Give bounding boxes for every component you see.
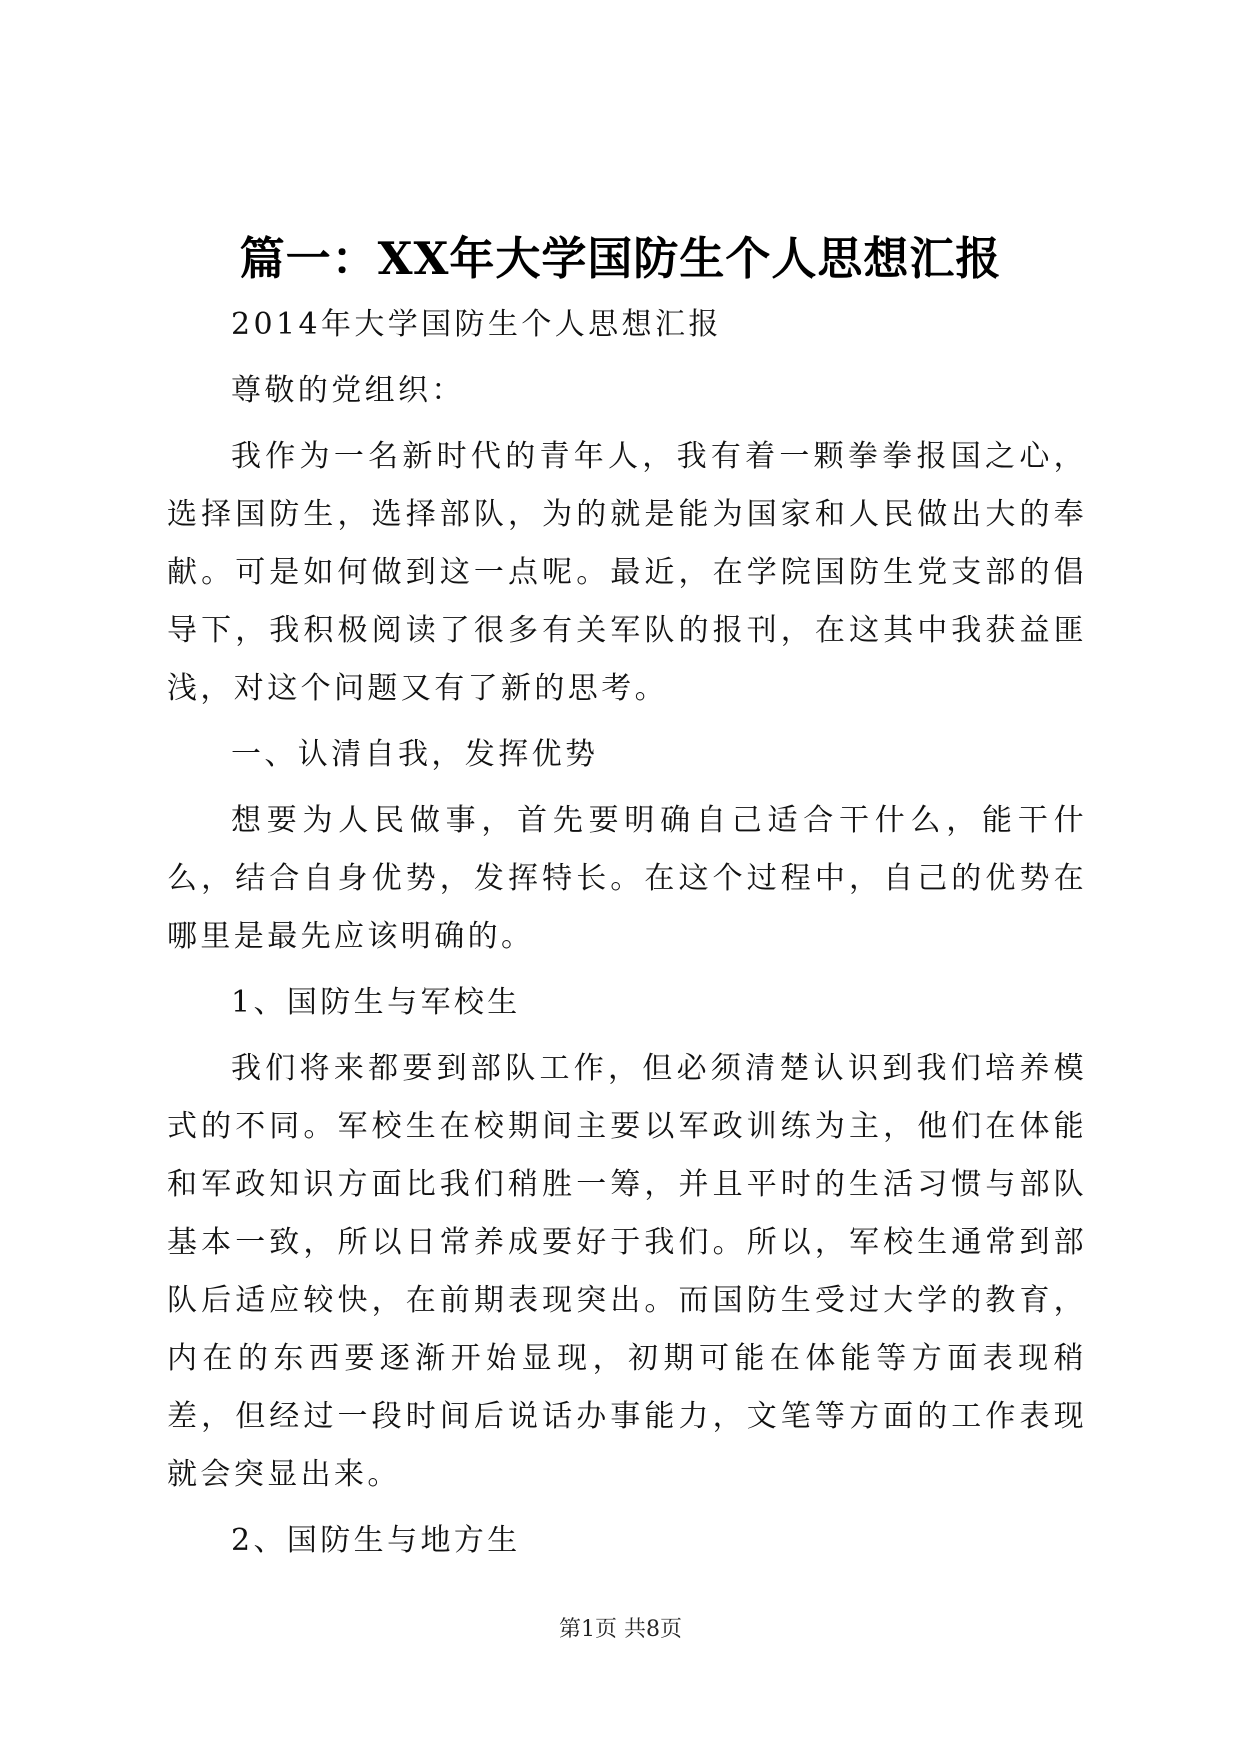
- paragraph-subsection-1: 我们将来都要到部队工作，但必须清楚认识到我们培养模式的不同。军校生在校期间主要以军政训练为主，他们在体能和军政知识方面比我们稍胜一筹，并且平时的生活习惯与部队基本一致，所以日常养成要好于我们。所以，军校生通常到部队后适应较快，在前期表现突出。而国防生受过大学的教育，内在的东西要逐渐开始显现，初期可能在体能等方面表现稍差，但经过一段时间后说话办事能力，文笔等方面的工作表现就会突显出来。: [167, 1051, 1087, 1492]
- paragraph-subtitle: 2014年大学国防生个人思想汇报: [231, 307, 722, 342]
- document-title: 篇一：XX年大学国防生个人思想汇报: [239, 232, 1002, 285]
- paragraph-salutation: 尊敬的党组织：: [231, 373, 465, 408]
- paragraph-section-1: 想要为人民做事，首先要明确自己适合干什么，能干什么，结合自身优势，发挥特长。在这个过程中，自己的优势在哪里是最先应该明确的。: [167, 803, 1087, 954]
- subsection-heading-2: 2、国防生与地方生: [231, 1523, 521, 1558]
- document-body: [167, 296, 1087, 1578]
- paragraph-intro: 我作为一名新时代的青年人，我有着一颗拳拳报国之心，选择国防生，选择部队，为的就是能为国家和人民做出大的奉献。可是如何做到这一点呢。最近，在学院国防生党支部的倡导下，我积极阅读了很多有关军队的报刊，在这其中我获益匪浅，对这个问题又有了新的思考。: [167, 439, 1087, 706]
- section-heading-1: 一、认清自我，发挥优势: [231, 737, 599, 772]
- subsection-heading-1: 1、国防生与军校生: [231, 985, 521, 1020]
- page-footer: 第1页 共8页: [559, 1617, 682, 1642]
